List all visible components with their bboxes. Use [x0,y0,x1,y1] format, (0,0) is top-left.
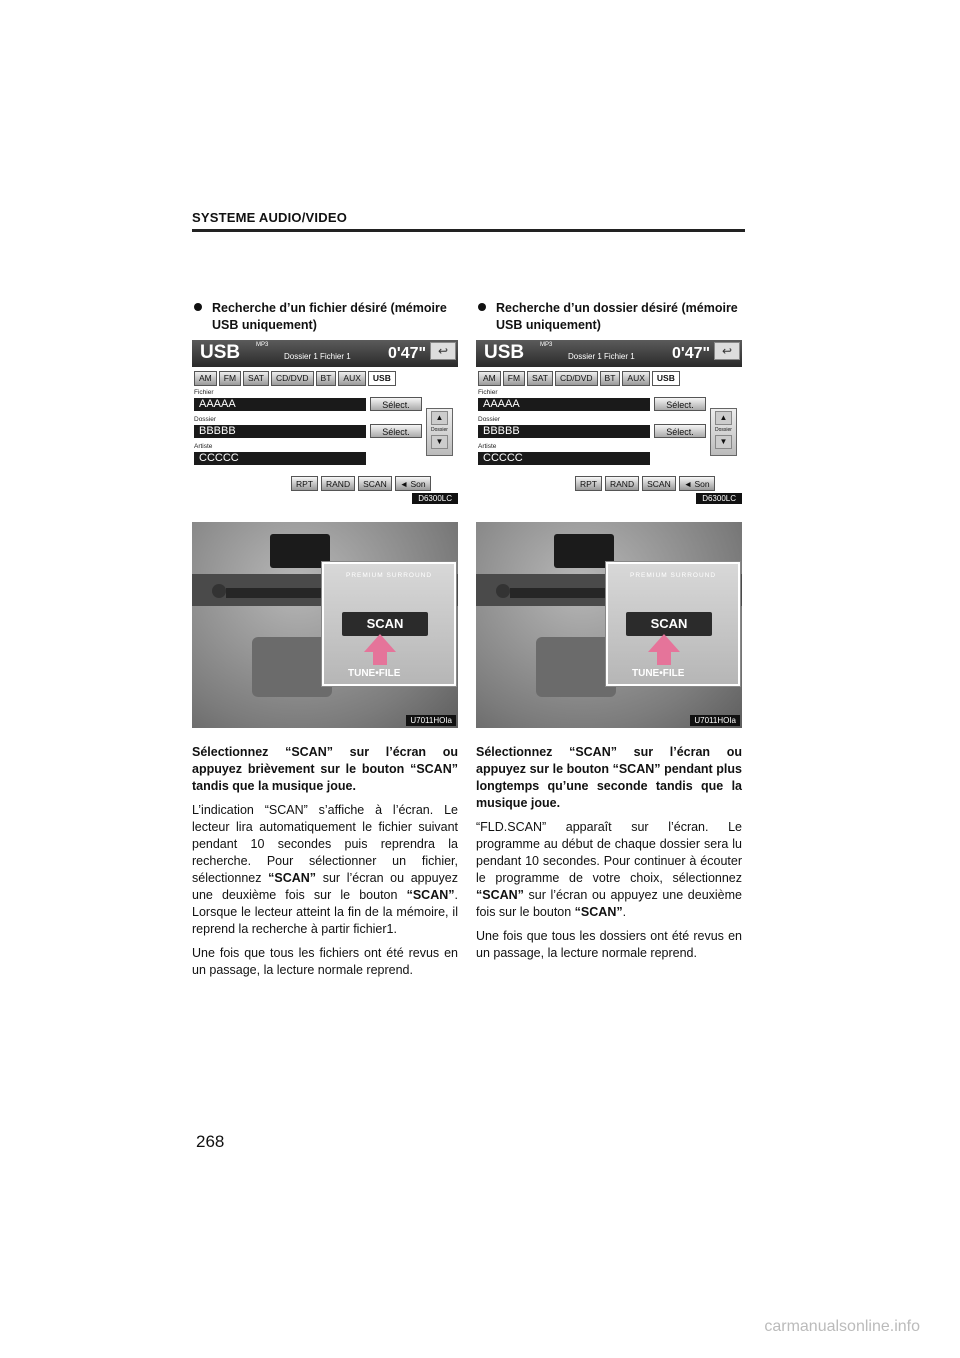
audio-screen [192,340,458,508]
folder-down-icon[interactable]: ▼ [431,435,448,449]
photo-code: U7011HOIa [690,715,740,726]
scan-hardware-button: SCAN [342,612,428,636]
left-paragraph-2: Une fois que tous les fichiers ont été revus en un passage, la lecture normale reprend. [192,946,458,977]
source-label: USB [200,342,241,363]
scan-button[interactable]: SCAN [642,476,676,491]
premium-label: PREMIUM SURROUND [346,572,433,579]
right-column [476,300,742,962]
file-label: Fichier [194,389,214,396]
bullet-icon [478,303,486,311]
file-select-button[interactable]: Sélect. [654,397,706,411]
console-lower [536,637,616,697]
page-number: 268 [196,1132,225,1151]
tab-bt[interactable]: BT [316,371,337,386]
artist-label: Artiste [194,443,213,450]
sound-button[interactable]: ◄ Son [679,476,715,491]
tab-cd-dvd[interactable]: CD/DVD [555,371,598,386]
rand-button[interactable]: RAND [321,476,355,491]
tab-cd-dvd[interactable]: CD/DVD [271,371,314,386]
folder-control [426,408,453,456]
back-icon[interactable]: ↩ [714,342,740,360]
premium-label: PREMIUM SURROUND [630,572,717,579]
pointer-arrow-stem [657,651,671,665]
screen-title-bar [192,340,458,367]
right-bullet-title: Recherche d’un dossier désiré (mémoire USB uniquement) [476,300,742,340]
console-display [270,534,330,568]
tab-sat[interactable]: SAT [243,371,269,386]
sound-button[interactable]: ◄ Son [395,476,431,491]
console-photo [476,522,742,728]
play-time: 0'47" [672,345,711,362]
screen-code: D6300LC [696,493,742,504]
source-label: USB [484,342,525,363]
scan-button[interactable]: SCAN [358,476,392,491]
console-photo [192,522,458,728]
artist-field: CCCCC [194,452,366,465]
file-select-button[interactable]: Sélect. [370,397,422,411]
folder-label: Dossier [478,416,501,423]
folder-select-button[interactable]: Sélect. [654,424,706,438]
track-info: Dossier 1 Fichier 1 [284,352,351,361]
tab-bt[interactable]: BT [600,371,621,386]
tab-usb[interactable]: USB [652,371,680,386]
right-paragraph-2: Une fois que tous les dossiers ont été revus en un passage, la lecture normale reprend. [476,929,742,960]
file-field: AAAAA [478,398,650,411]
section-header: SYSTEME AUDIO/VIDEO [192,210,348,225]
left-instruction: Sélectionnez “SCAN” sur l’écran ou appuyez brièvement sur le bouton “SCAN” tandis que la musique joue. [192,745,458,793]
left-bullet-title: Recherche d’un fichier désiré (mémoire USB uniquement) [192,300,458,340]
photo-code: U7011HOIa [406,715,456,726]
pointer-arrow-stem [373,651,387,665]
scan-button-inset [322,562,456,686]
screen-title-bar [476,340,742,367]
screen-bottom-buttons [575,476,715,491]
file-label: Fichier [478,389,498,396]
back-icon[interactable]: ↩ [430,342,456,360]
folder-control [710,408,737,456]
artist-field: CCCCC [478,452,650,465]
source-tabs [478,371,680,386]
bullet-icon [194,303,202,311]
scan-button-inset [606,562,740,686]
tune-file-label: TUNE•FILE [348,668,401,679]
rpt-button[interactable]: RPT [575,476,602,491]
scan-hardware-button: SCAN [626,612,712,636]
folder-field: BBBBB [194,425,366,438]
folder-ctrl-label: Dossier [431,427,448,433]
file-field: AAAAA [194,398,366,411]
tab-am[interactable]: AM [194,371,217,386]
tab-fm[interactable]: FM [503,371,525,386]
folder-up-icon[interactable]: ▲ [431,411,448,425]
format-label: MP3 [256,342,269,348]
folder-up-icon[interactable]: ▲ [715,411,732,425]
rpt-button[interactable]: RPT [291,476,318,491]
audio-screen [476,340,742,508]
right-instruction: Sélectionnez “SCAN” sur l’écran ou appuyez sur le bouton “SCAN” pendant plus longtemps qu’une seconde tandis que la musique joue. [476,745,742,810]
folder-field: BBBBB [478,425,650,438]
header-rule [192,229,745,232]
tab-aux[interactable]: AUX [338,371,365,386]
screen-code: D6300LC [412,493,458,504]
left-paragraph-1: L’indication “SCAN” s’affiche à l’écran. Le lecteur lira automatiquement le fichier suivant pendant 10 secondes puis reprendra la recherche. Pour sélectionner un fichier, sélectionnez “SCAN” sur l’écran ou appuyez une deuxième fois sur le bouton “SCAN”. Lorsque le lecteur atteint la fin de la mémoire, il reprend la recherche à partir fichier1. [192,803,458,936]
tab-fm[interactable]: FM [219,371,241,386]
watermark: carmanualsonline.info [764,1318,920,1335]
folder-ctrl-label: Dossier [715,427,732,433]
pointer-arrow-icon [648,634,680,652]
left-column [192,300,458,979]
tab-usb[interactable]: USB [368,371,396,386]
folder-select-button[interactable]: Sélect. [370,424,422,438]
tab-am[interactable]: AM [478,371,501,386]
console-lower [252,637,332,697]
play-time: 0'47" [388,345,427,362]
console-display [554,534,614,568]
right-paragraph-1: “FLD.SCAN” apparaît sur l’écran. Le programme au début de chaque dossier sera lu pendant 10 secondes. Pour continuer à écouter le programme de votre choix, sélectionnez “SCAN” sur l’écran ou appuyez une deuxième fois sur le bouton “SCAN”. [476,820,742,919]
pointer-arrow-icon [364,634,396,652]
screen-bottom-buttons [291,476,431,491]
tune-file-label: TUNE•FILE [632,668,685,679]
source-tabs [194,371,396,386]
console-knob [496,584,510,598]
rand-button[interactable]: RAND [605,476,639,491]
console-knob [212,584,226,598]
folder-label: Dossier [194,416,217,423]
tab-sat[interactable]: SAT [527,371,553,386]
artist-label: Artiste [478,443,497,450]
track-info: Dossier 1 Fichier 1 [568,352,635,361]
tab-aux[interactable]: AUX [622,371,649,386]
folder-down-icon[interactable]: ▼ [715,435,732,449]
format-label: MP3 [540,342,553,348]
